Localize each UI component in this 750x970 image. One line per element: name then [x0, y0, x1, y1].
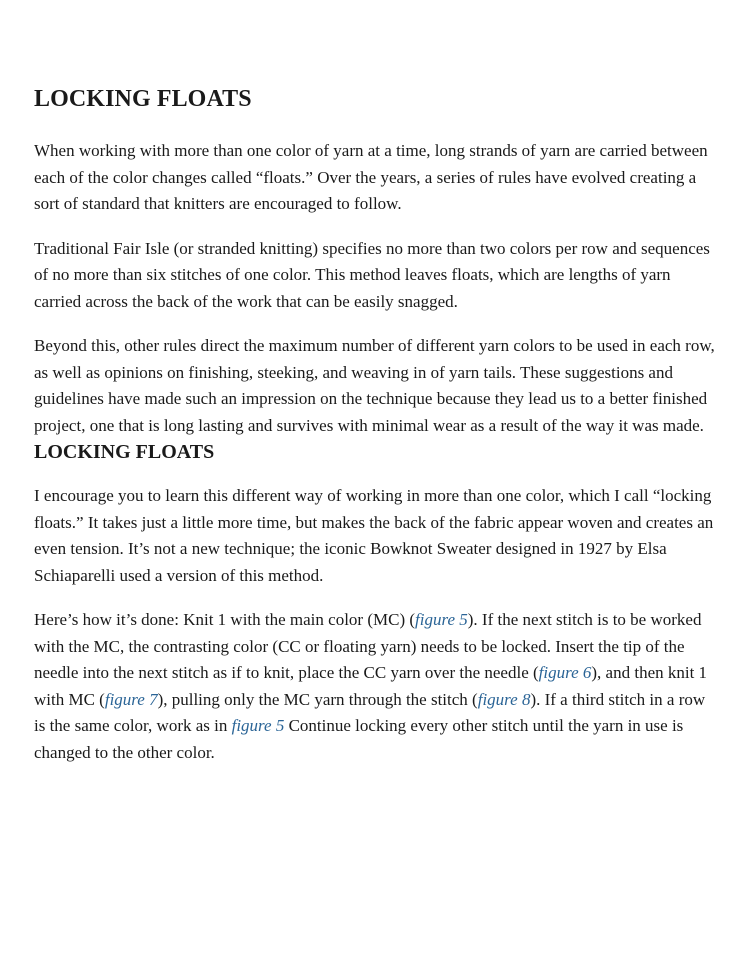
- figure-7-link[interactable]: figure 7: [104, 689, 158, 709]
- text-run: ), and then knit 1 with MC (: [34, 663, 708, 709]
- text-run: Here’s how it’s done: Knit 1 with the main color (MC) (: [34, 610, 416, 629]
- text-run: ), pulling only the MC yarn through the stitch (: [157, 689, 478, 709]
- section-paragraph-2: [34, 607, 718, 766]
- text-run: ). If the next stitch is to be worked with the MC, the contrasting color (CC or floating yarn) needs to be locked. Insert the tip of the needle into the next stitch as if to knit, place the CC yarn over the needle (: [34, 610, 702, 682]
- section-heading: LOCKING FLOATS: [34, 441, 215, 463]
- intro-paragraph-2: Traditional Fair Isle (or stranded knitting) specifies no more than two colors per row and sequences of no more than six stitches of one color. This method leaves floats, which are lengths of yarn carried across the back of the work that can be easily snagged.: [34, 238, 710, 311]
- page-title: LOCKING FLOATS: [34, 86, 252, 112]
- text-run: ). If a third stitch in a row is the same color, work as in: [34, 689, 706, 735]
- text-run: Continue locking every other stitch until the yarn in use is changed to the other color.: [34, 716, 684, 762]
- figure-8-link[interactable]: figure 8: [477, 689, 531, 709]
- figure-6-link[interactable]: figure 6: [538, 663, 592, 682]
- intro-paragraph-1: When working with more than one color of yarn at a time, long strands of yarn are carried between each of the color changes called “floats.” Over the years, a series of rules have evolved creating a sort of standard that knitters are encouraged to follow.: [34, 141, 708, 213]
- page-content: [34, 0, 718, 766]
- intro-paragraph-3: Beyond this, other rules direct the maximum number of different yarn colors to be used in each row, as well as opinions on finishing, steeking, and weaving in of yarn tails. These suggestions and guidelines have made such an impression on the technique because they lead us to a better finished project, one that is long lasting and survives with minimal wear as a result of the way it was made.: [34, 336, 715, 435]
- figure-5-link[interactable]: figure 5: [415, 610, 468, 629]
- section-paragraph-1: I encourage you to learn this different way of working in more than one color, which I call “locking floats.” It takes just a little more time, but makes the back of the fabric appear woven and creates an even tension. It’s not a new technique; the iconic Bowknot Sweater designed in 1927 by Elsa Schiaparelli used a version of this method.: [34, 486, 714, 585]
- figure-5-link-2[interactable]: figure 5: [231, 716, 285, 735]
